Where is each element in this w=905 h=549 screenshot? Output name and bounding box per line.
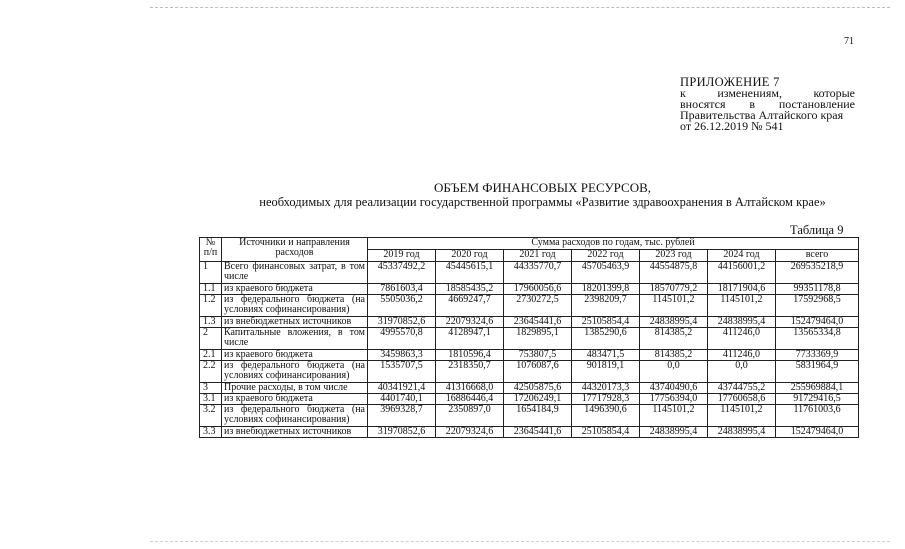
- row-num: 2.1: [200, 350, 222, 361]
- row-label: из краевого бюджета: [222, 394, 368, 405]
- cell-value: 17756394,0: [640, 394, 708, 405]
- cell-value: 31970852,6: [368, 427, 436, 438]
- cell-value: 0,0: [708, 361, 776, 383]
- cell-value: 1145101,2: [708, 405, 776, 427]
- cell-value: 1535707,5: [368, 361, 436, 383]
- row-num: 1: [200, 262, 222, 284]
- row-num: 1.1: [200, 284, 222, 295]
- table-row: [200, 405, 859, 427]
- cell-value: 23645441,6: [504, 317, 572, 328]
- cell-total: 11761003,6: [776, 405, 859, 427]
- row-label: Капитальные вложения, в том числе: [222, 328, 368, 350]
- row-num: 2: [200, 328, 222, 350]
- cell-value: 24838995,4: [640, 427, 708, 438]
- cell-value: 2318350,7: [436, 361, 504, 383]
- cell-value: 3459863,3: [368, 350, 436, 361]
- cell-value: 1145101,2: [640, 405, 708, 427]
- row-num: 2.2: [200, 361, 222, 383]
- row-num: 1.2: [200, 295, 222, 317]
- cell-value: 4128947,1: [436, 328, 504, 350]
- cell-total: 152479464,0: [776, 427, 859, 438]
- cell-value: 1496390,6: [572, 405, 640, 427]
- cell-value: 18171904,6: [708, 284, 776, 295]
- document-subtitle: необходимых для реализации государственной программы «Развитие здравоохранения в Алтайском крае»: [259, 195, 826, 209]
- appendix-line-4: от 26.12.2019 № 541: [680, 119, 784, 133]
- cell-value: 814385,2: [640, 328, 708, 350]
- cell-value: 40341921,4: [368, 383, 436, 394]
- cell-value: 45337492,2: [368, 262, 436, 284]
- cell-value: 17206249,1: [504, 394, 572, 405]
- header-total: всего: [776, 250, 859, 262]
- row-label: из федерального бюджета (на условиях софинансирования): [222, 295, 368, 317]
- cell-value: 2730272,5: [504, 295, 572, 317]
- cell-total: 5831964,9: [776, 361, 859, 383]
- appendix-line-1: к изменениям, которые: [680, 86, 855, 100]
- cell-total: 99351178,8: [776, 284, 859, 295]
- table-row: [200, 262, 859, 284]
- page-number: 71: [844, 36, 854, 47]
- cell-value: 4995570,8: [368, 328, 436, 350]
- row-label: из внебюджетных источников: [222, 317, 368, 328]
- cell-total: 13565334,8: [776, 328, 859, 350]
- cell-value: 1385290,6: [572, 328, 640, 350]
- cell-total: 152479464,0: [776, 317, 859, 328]
- cell-value: 18201399,8: [572, 284, 640, 295]
- cell-value: 814385,2: [640, 350, 708, 361]
- appendix-block: [680, 77, 855, 132]
- cell-value: 1810596,4: [436, 350, 504, 361]
- header-year: 2021 год: [504, 250, 572, 262]
- cell-value: 44320173,3: [572, 383, 640, 394]
- cell-value: 31970852,6: [368, 317, 436, 328]
- row-num: 3.2: [200, 405, 222, 427]
- cell-value: 41316668,0: [436, 383, 504, 394]
- row-label: из федерального бюджета (на условиях софинансирования): [222, 405, 368, 427]
- cell-total: 255969884,1: [776, 383, 859, 394]
- header-year: 2022 год: [572, 250, 640, 262]
- cell-value: 3969328,7: [368, 405, 436, 427]
- header-year: 2020 год: [436, 250, 504, 262]
- header-year: 2024 год: [708, 250, 776, 262]
- table-row: [200, 361, 859, 383]
- cell-value: 45705463,9: [572, 262, 640, 284]
- table-row: [200, 284, 859, 295]
- table-header-row: [200, 238, 859, 250]
- table-row: [200, 317, 859, 328]
- row-label: Прочие расходы, в том числе: [222, 383, 368, 394]
- cell-value: 7861603,4: [368, 284, 436, 295]
- cell-value: 17960056,6: [504, 284, 572, 295]
- cell-value: 411246,0: [708, 328, 776, 350]
- row-label: из краевого бюджета: [222, 350, 368, 361]
- cell-value: 411246,0: [708, 350, 776, 361]
- financial-resources-table: [199, 237, 859, 438]
- header-year: 2019 год: [368, 250, 436, 262]
- cell-value: 901819,1: [572, 361, 640, 383]
- appendix-title: ПРИЛОЖЕНИЕ 7: [680, 75, 780, 89]
- header-source: Источники и направления расходов: [222, 238, 368, 262]
- cell-value: 16886446,4: [436, 394, 504, 405]
- cell-value: 43744755,2: [708, 383, 776, 394]
- cell-total: 91729416,5: [776, 394, 859, 405]
- row-num: 3.3: [200, 427, 222, 438]
- header-year: 2023 год: [640, 250, 708, 262]
- cell-value: 43740490,6: [640, 383, 708, 394]
- row-label: Всего финансовых затрат, в том числе: [222, 262, 368, 284]
- cell-value: 483471,5: [572, 350, 640, 361]
- cell-value: 4401740,1: [368, 394, 436, 405]
- cell-value: 44554875,8: [640, 262, 708, 284]
- cell-value: 25105854,4: [572, 317, 640, 328]
- row-num: 3.1: [200, 394, 222, 405]
- cell-value: 1829895,1: [504, 328, 572, 350]
- document-title: ОБЪЕМ ФИНАНСОВЫХ РЕСУРСОВ,: [433, 180, 652, 195]
- cell-value: 1145101,2: [708, 295, 776, 317]
- cell-value: 18570779,2: [640, 284, 708, 295]
- cell-value: 1654184,9: [504, 405, 572, 427]
- row-num: 1.3: [200, 317, 222, 328]
- scan-edge-bottom: [150, 541, 890, 542]
- cell-value: 17717928,3: [572, 394, 640, 405]
- cell-value: 2350897,0: [436, 405, 504, 427]
- cell-value: 4669247,7: [436, 295, 504, 317]
- cell-value: 44335770,7: [504, 262, 572, 284]
- cell-total: 17592968,5: [776, 295, 859, 317]
- scan-edge-top: [150, 7, 890, 8]
- table-row: [200, 427, 859, 438]
- cell-value: 1145101,2: [640, 295, 708, 317]
- header-num: № п/п: [200, 238, 222, 262]
- table-row: [200, 328, 859, 350]
- row-label: из федерального бюджета (на условиях софинансирования): [222, 361, 368, 383]
- cell-value: 18585435,2: [436, 284, 504, 295]
- cell-total: 7733369,9: [776, 350, 859, 361]
- cell-value: 0,0: [640, 361, 708, 383]
- cell-value: 24838995,4: [708, 317, 776, 328]
- cell-value: 22079324,6: [436, 427, 504, 438]
- cell-value: 25105854,4: [572, 427, 640, 438]
- row-num: 3: [200, 383, 222, 394]
- header-sum-group: Сумма расходов по годам, тыс. рублей: [368, 238, 859, 250]
- row-label: из краевого бюджета: [222, 284, 368, 295]
- appendix-line-3: Правительства Алтайского края: [680, 108, 844, 122]
- appendix-line-2: вносятся в постановление: [680, 97, 855, 111]
- cell-value: 2398209,7: [572, 295, 640, 317]
- table-row: [200, 350, 859, 361]
- row-label: из внебюджетных источников: [222, 427, 368, 438]
- cell-value: 23645441,6: [504, 427, 572, 438]
- table-row: [200, 295, 859, 317]
- cell-value: 24838995,4: [640, 317, 708, 328]
- cell-value: 42505875,6: [504, 383, 572, 394]
- table-label: Таблица 9: [790, 223, 844, 237]
- cell-value: 22079324,6: [436, 317, 504, 328]
- cell-value: 17760658,6: [708, 394, 776, 405]
- table-row: [200, 394, 859, 405]
- cell-value: 45445615,1: [436, 262, 504, 284]
- cell-value: 753807,5: [504, 350, 572, 361]
- cell-value: 24838995,4: [708, 427, 776, 438]
- table-row: [200, 383, 859, 394]
- cell-value: 5505036,2: [368, 295, 436, 317]
- cell-total: 269535218,9: [776, 262, 859, 284]
- cell-value: 44156001,2: [708, 262, 776, 284]
- cell-value: 1076087,6: [504, 361, 572, 383]
